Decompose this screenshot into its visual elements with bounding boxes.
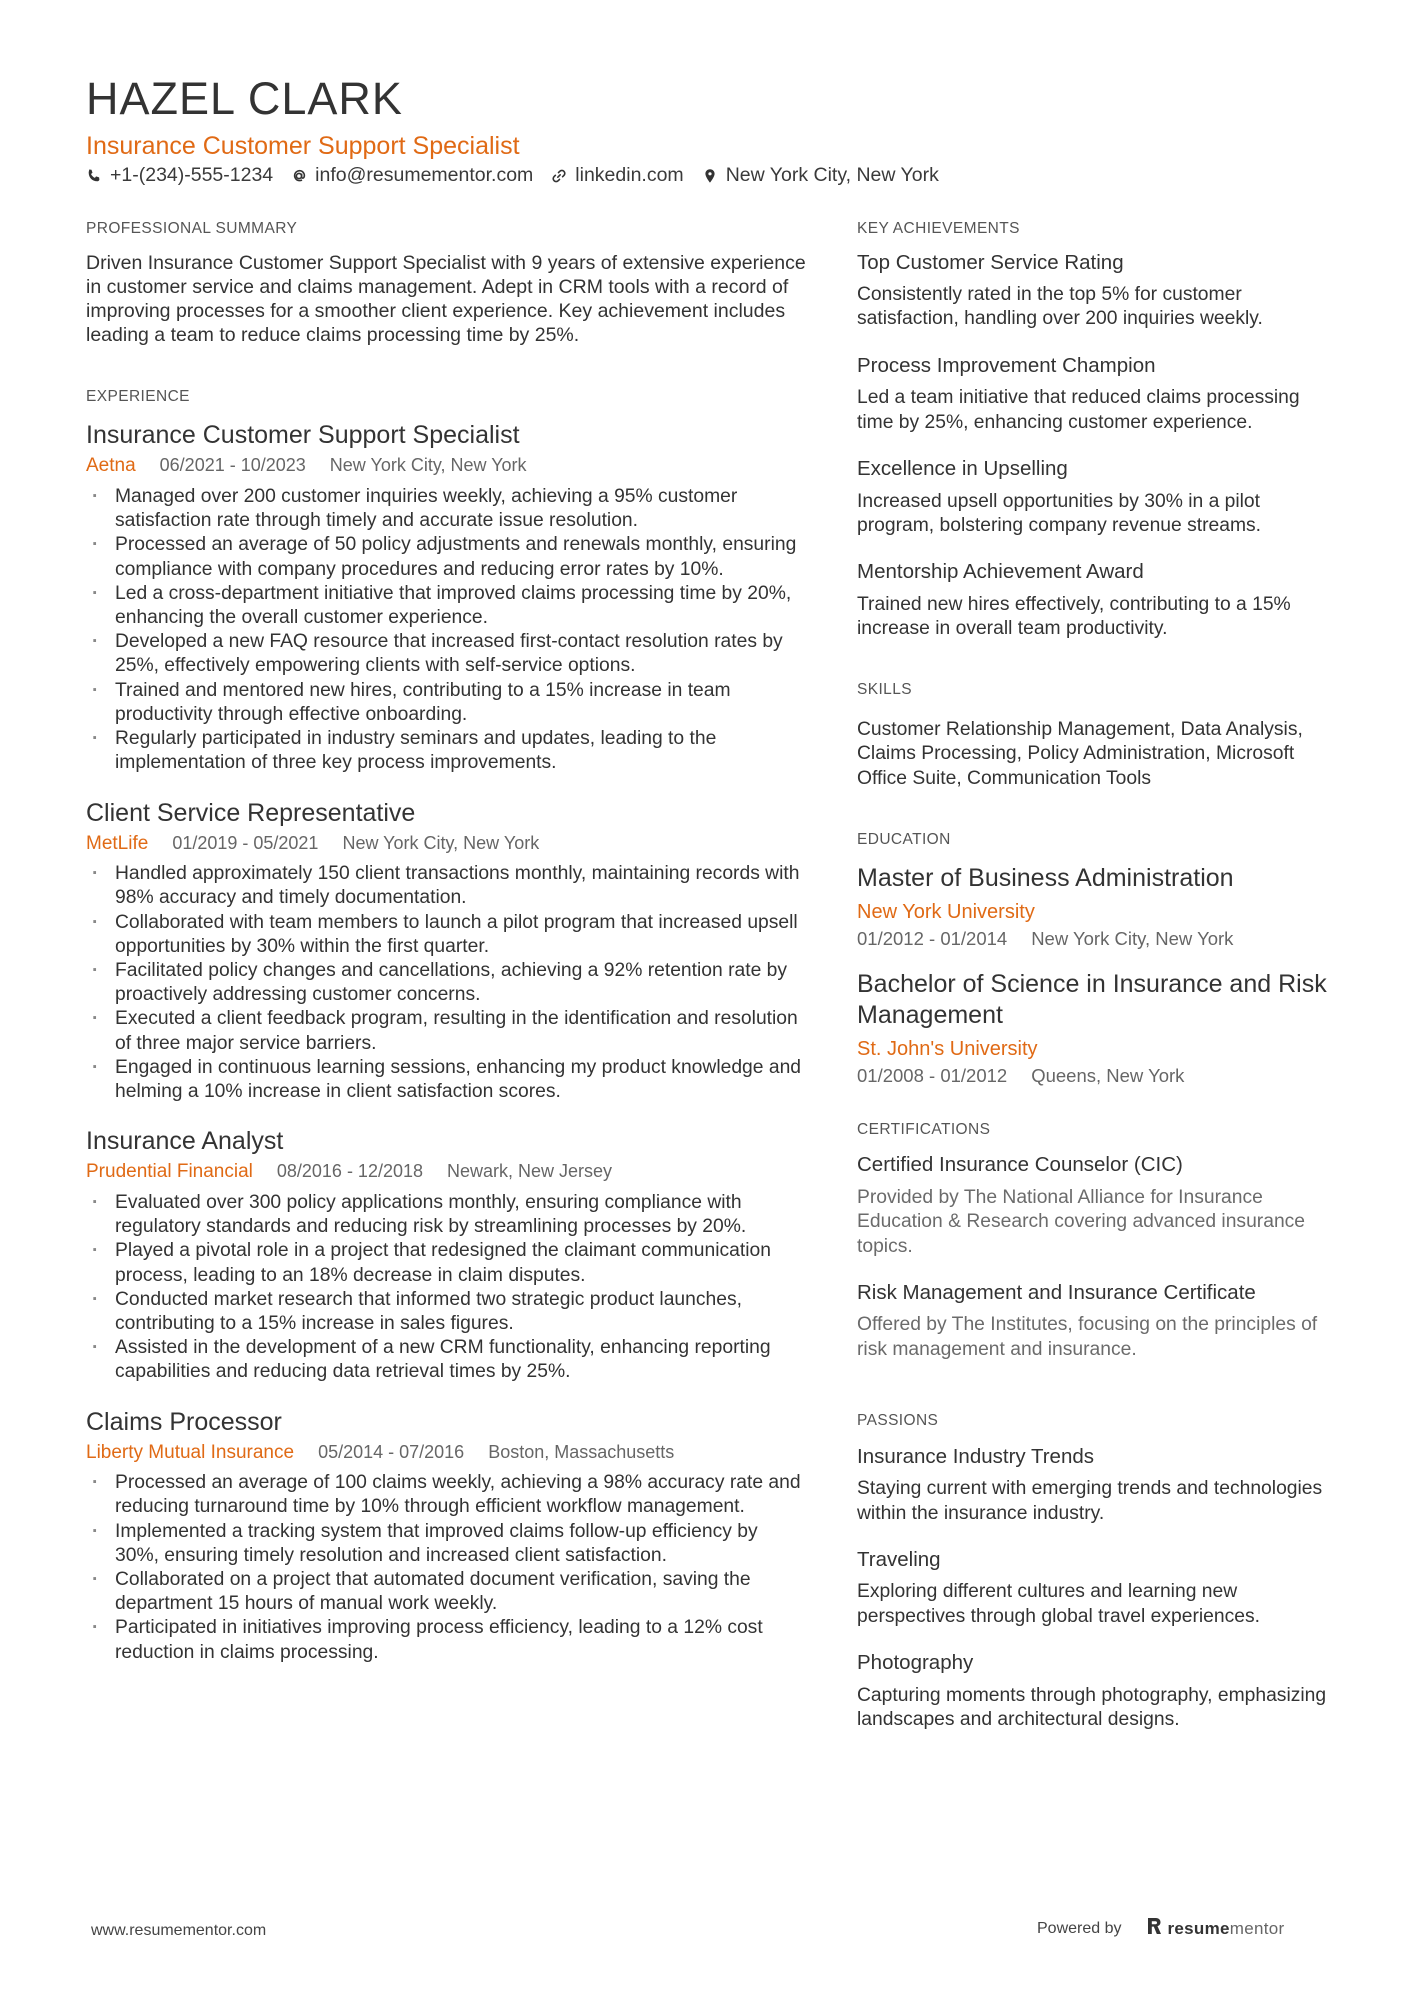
summary-section [86,220,806,348]
passion-text: Capturing moments through photography, emphasizing landscapes and architectural designs. [857,1684,1327,1730]
job-meta [86,1441,806,1466]
passion-text: Exploring different cultures and learning new perspectives through global travel experiences. [857,1581,1260,1627]
education-item [857,863,1337,950]
job-entry [86,1407,806,1665]
achievement-text: Led a team initiative that reduced claims processing time by 25%, enhancing customer experience. [857,387,1300,433]
bullet-item: · Played a pivotal role in a project that redesigned the claimant communication process, leading to an 18% decrease in claim disputes. [86,1239,806,1287]
bullet-item: · Handled approximately 150 client transactions monthly, maintaining records with 98% accuracy and timely documentation. [86,862,806,910]
job-location: New York City, New York [329,455,527,476]
certification-item [857,1281,1337,1362]
link-icon [551,168,567,184]
achievement-item [857,251,1337,332]
footer-website[interactable]: www.resumementor.com [91,1922,267,1939]
candidate-title: Insurance Customer Support Specialist [86,132,520,160]
right-column [857,220,1337,1754]
section-heading: KEY ACHIEVEMENTS [857,220,1020,237]
company-name: Prudential Financial [86,1161,253,1183]
contact-location [702,164,939,187]
education-location: Queens, New York [1031,1064,1185,1086]
job-bullets [86,862,806,1104]
achievement-text: Increased upsell opportunities by 30% in a pilot program, bolstering company revenue streams. [857,490,1262,536]
bullet-item: · Assisted in the development of a new CRM functionality, enhancing reporting capabilities and reducing data retrieval times by 25%. [86,1336,806,1384]
passion-title: Traveling [857,1547,941,1571]
job-title: Insurance Analyst [86,1127,284,1156]
job-bullets [86,1471,806,1665]
job-bullets [86,1191,806,1385]
passion-title: Photography [857,1651,974,1675]
degree-title: Master of Business Administration [857,864,1234,893]
job-location: Newark, New Jersey [447,1161,613,1182]
certification-text: Offered by The Institutes, focusing on the principles of risk management and insurance. [857,1314,1318,1360]
company-name: Liberty Mutual Insurance [86,1441,295,1463]
experience-section [86,388,806,1665]
bullet-item: · Processed an average of 50 policy adjustments and renewals monthly, ensuring compliance with company procedures and reducing error rates by 10%. [86,533,806,581]
bullet-item: · Collaborated with team members to launch a pilot program that increased upsell opportunities by 30% within the first quarter. [86,911,806,959]
bullet-item: · Led a cross-department initiative that improved claims processing time by 20%, enhancing the overall customer experience. [86,582,806,630]
job-title: Client Service Representative [86,798,416,827]
certifications-section [857,1121,1337,1362]
bullet-item: · Developed a new FAQ resource that increased first-contact resolution rates by 25%, effectively empowering clients with self-service options. [86,630,806,678]
job-dates: 06/2021 - 10/2023 [159,455,306,476]
certification-title: Certified Insurance Counselor (CIC) [857,1153,1183,1177]
skills-section [857,681,1337,790]
company-name: MetLife [86,832,149,854]
footer-branding [1037,1917,1285,1940]
bullet-item: · Implemented a tracking system that improved claims follow-up efficiency by 30%, ensuring timely resolution and increased client satisfaction. [86,1520,806,1568]
section-heading: EXPERIENCE [86,387,190,405]
bullet-item: · Facilitated policy changes and cancellations, achieving a 92% retention rate by proactively addressing customer concerns. [86,959,806,1007]
education-section [857,831,1337,1087]
job-dates: 08/2016 - 12/2018 [276,1161,424,1182]
certification-title: Risk Management and Insurance Certificate [857,1280,1256,1304]
at-icon [291,168,307,184]
job-entry [86,420,806,775]
contact-phone[interactable] [86,164,273,187]
achievement-title: Excellence in Upselling [857,456,1068,480]
education-dates: 01/2008 - 01/2012 [857,1064,1008,1086]
brand-mark-icon [1146,1917,1162,1940]
job-entry [86,798,806,1105]
bullet-item: · Managed over 200 customer inquiries weekly, achieving a 95% customer satisfaction rate through timely and accurate issue resolution. [86,485,806,533]
achievement-text: Consistently rated in the top 5% for customer satisfaction, handling over 200 inquiries weekly. [857,284,1263,330]
contact-text: info@resumementor.com [315,164,534,186]
passion-item [857,1548,1337,1629]
job-title: Claims Processor [86,1407,282,1436]
achievement-title: Top Customer Service Rating [857,250,1124,274]
passions-section [857,1412,1337,1732]
bullet-item: · Executed a client feedback program, resulting in the identification and resolution of three major service barriers. [86,1007,806,1055]
education-location: New York City, New York [1031,928,1234,950]
school-name: St. John's University [857,1037,1038,1060]
certification-item [857,1153,1337,1258]
bullet-item: · Collaborated on a project that automated document verification, saving the department 15 hours of manual work weekly. [86,1568,806,1616]
brand-bold-text: resume [1167,1918,1230,1938]
contact-text: linkedin.com [575,164,684,186]
contact-linkedin[interactable] [551,164,683,187]
bullet-item: · Evaluated over 300 policy applications monthly, ensuring compliance with regulatory standards and reducing risk by streamlining processes by 20%. [86,1191,806,1239]
section-heading: EDUCATION [857,830,951,848]
location-icon [702,168,718,184]
passion-item [857,1651,1337,1732]
brand-logo[interactable] [1146,1917,1285,1940]
education-item [857,969,1337,1087]
left-column [86,220,806,1687]
bullet-item: · Trained and mentored new hires, contributing to a 15% increase in team productivity through effective onboarding. [86,679,806,727]
education-dates: 01/2012 - 01/2014 [857,928,1008,950]
job-meta [86,454,806,479]
bullet-item: · Conducted market research that informed two strategic product launches, contributing to a 15% increase in sales figures. [86,1288,806,1336]
achievement-item [857,457,1337,538]
phone-icon [86,168,102,184]
achievement-title: Process Improvement Champion [857,353,1156,377]
contact-bar [86,164,939,187]
job-location: New York City, New York [342,832,540,853]
job-bullets [86,485,806,775]
company-name: Aetna [86,455,136,477]
achievement-item [857,354,1337,435]
job-location: Boston, Massachusetts [488,1441,675,1462]
section-heading: CERTIFICATIONS [857,1120,991,1138]
school-name: New York University [857,901,1035,924]
certification-text: Provided by The National Alliance for Insurance Education & Research covering advanced insurance topics. [857,1186,1306,1257]
section-heading: PASSIONS [857,1412,939,1430]
contact-text: +1-(234)-555-1234 [110,164,274,186]
contact-text: New York City, New York [725,164,939,186]
job-meta [86,1160,806,1185]
bullet-item: · Engaged in continuous learning sessions, enhancing my product knowledge and helming a 10% increase in client satisfaction scores. [86,1056,806,1104]
passion-item [857,1445,1337,1526]
section-heading: PROFESSIONAL SUMMARY [86,220,298,237]
skills-text: Customer Relationship Management, Data Analysis, Claims Processing, Policy Administration, Microsoft Office Suite, Communication Tools [857,718,1303,789]
job-dates: 01/2019 - 05/2021 [172,832,319,853]
section-heading: SKILLS [857,681,912,699]
brand-light-text: mentor [1229,1918,1285,1938]
achievement-item [857,560,1337,641]
contact-email[interactable] [291,164,533,187]
bullet-item: · Participated in initiatives improving process efficiency, leading to a 12% cost reduction in claims processing. [86,1616,806,1664]
candidate-name: HAZEL CLARK [86,73,403,124]
job-dates: 05/2014 - 07/2016 [318,1441,465,1462]
passion-text: Staying current with emerging trends and technologies within the insurance industry. [857,1478,1323,1524]
powered-by-label: Powered by [1037,1919,1122,1937]
summary-text: Driven Insurance Customer Support Specialist with 9 years of extensive experience in customer service and claims management. Adept in CRM tools with a record of improving processes for a smoother client experience. Key achievement includes leading a team to reduce claims processing time by 25%. [86,251,806,347]
degree-title: Bachelor of Science in Insurance and Risk Management [857,969,1327,1029]
education-meta [857,1065,1337,1087]
bullet-item: · Regularly participated in industry seminars and updates, leading to the implementation of three key process improvements. [86,727,806,775]
achievement-text: Trained new hires effectively, contributing to a 15% increase in overall team productivity. [857,593,1291,640]
education-meta [857,928,1337,950]
job-entry [86,1126,806,1384]
job-meta [86,832,806,857]
passion-title: Insurance Industry Trends [857,1444,1095,1468]
bullet-item: · Processed an average of 100 claims weekly, achieving a 98% accuracy rate and reducing turnaround time by 10% through efficient workflow management. [86,1471,806,1519]
achievements-section [857,220,1337,641]
job-title: Insurance Customer Support Specialist [86,421,520,450]
achievement-title: Mentorship Achievement Award [857,560,1144,584]
